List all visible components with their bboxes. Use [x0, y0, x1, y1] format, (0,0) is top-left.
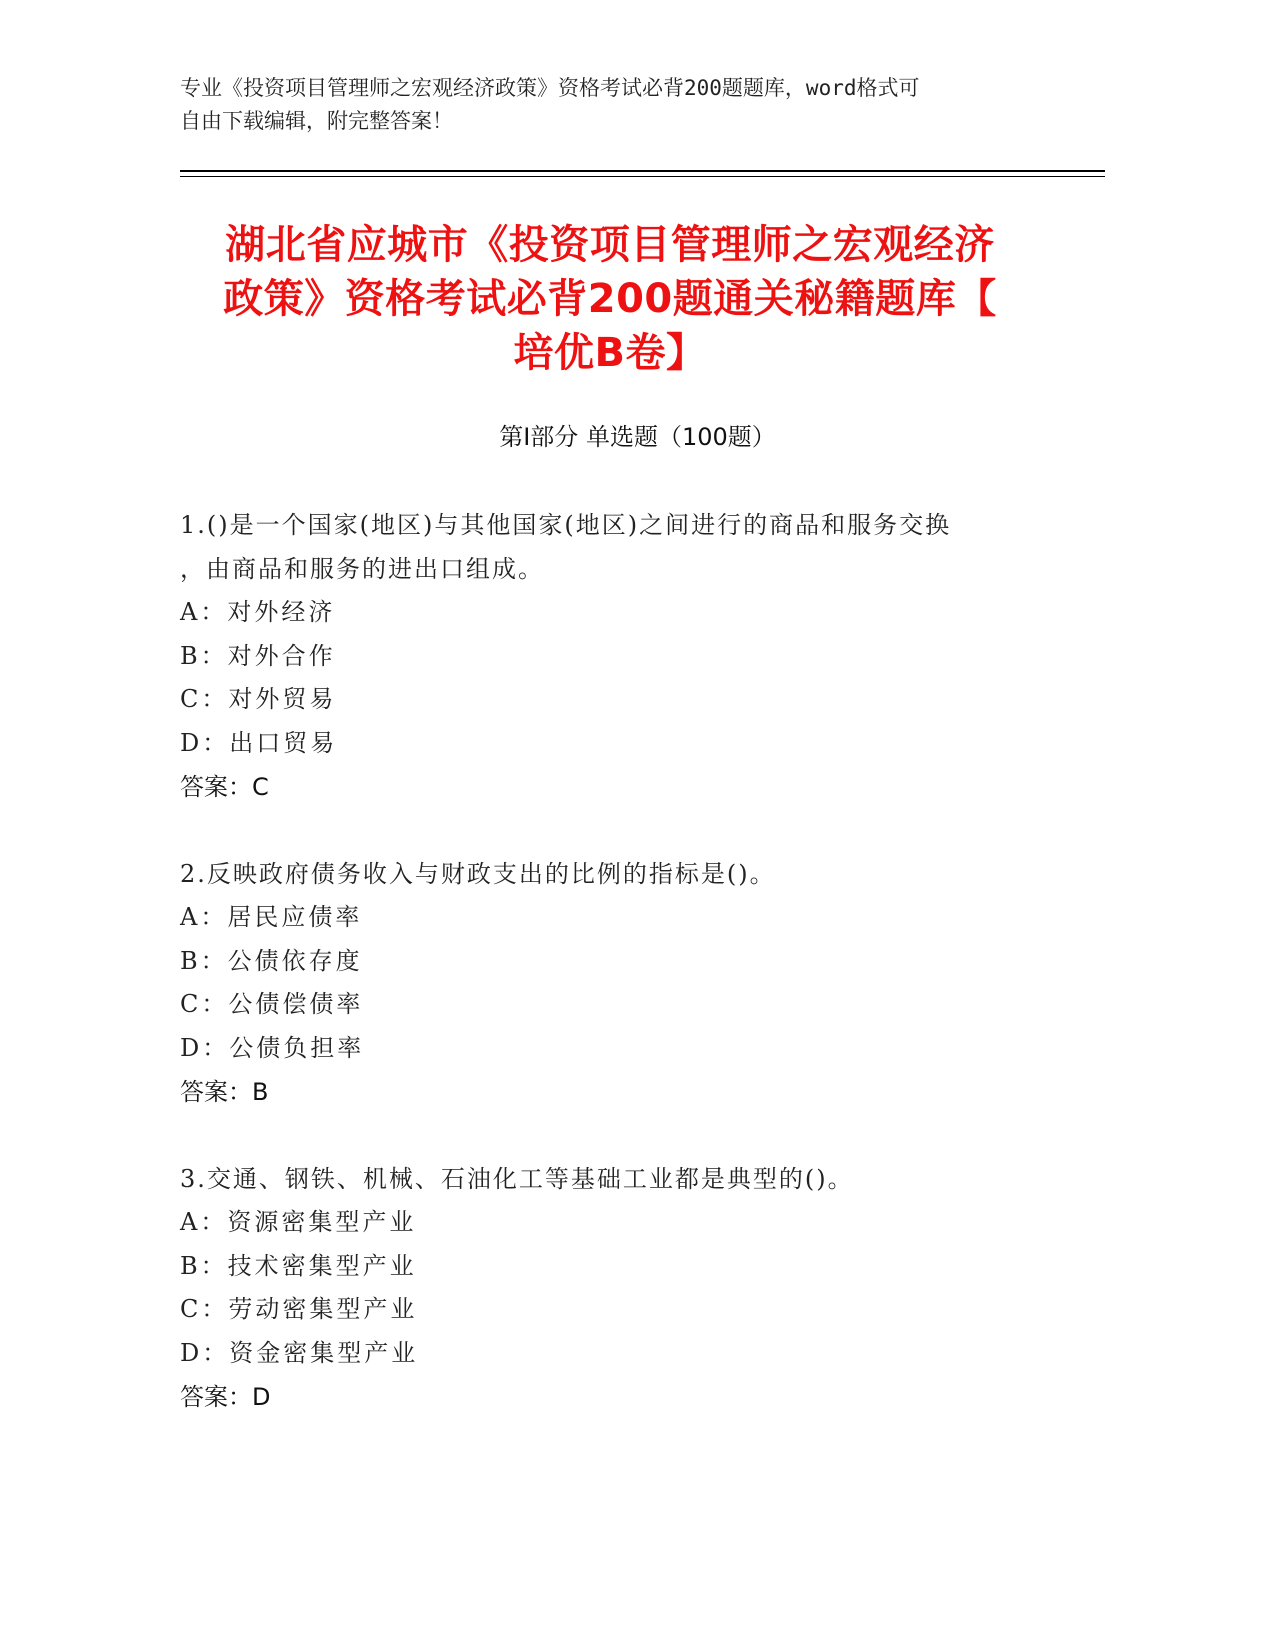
option-b: B：公债依存度 — [180, 946, 363, 975]
question-stem: 2.反映政府债务收入与财政支出的比例的指标是()。 — [180, 860, 776, 888]
title-line: 政策》资格考试必背200题通关秘籍题库【 — [223, 276, 997, 322]
header-note-line: 专业《投资项目管理师之宏观经济政策》资格考试必背200题题库，word格式可 — [180, 76, 920, 100]
option-b: B：对外合作 — [180, 641, 336, 670]
option-d: D：资金密集型产业 — [180, 1338, 419, 1367]
question-stem: 3.交通、钢铁、机械、石油化工等基础工业都是典型的()。 — [180, 1165, 854, 1193]
option-c: C：劳动密集型产业 — [180, 1295, 418, 1323]
option-c: C：公债偿债率 — [180, 990, 364, 1018]
answer: 答案：B — [180, 1078, 269, 1106]
option-b: B：技术密集型产业 — [180, 1251, 417, 1280]
option-c: C：对外贸易 — [180, 685, 337, 713]
option-d: D：公债负担率 — [180, 1033, 365, 1062]
document-title — [185, 218, 1035, 380]
title-line: 培优B卷】 — [513, 330, 707, 376]
question-2 — [180, 852, 1040, 1114]
header-note — [180, 72, 1040, 138]
option-d: D：出口贸易 — [180, 728, 338, 757]
header-divider-thick — [180, 170, 1105, 172]
header-note-line: 自由下载编辑，附完整答案！ — [180, 109, 453, 133]
section-title: 第Ⅰ部分 单选题（100题） — [499, 423, 776, 451]
question-stem: 1.()是一个国家(地区)与其他国家(地区)之间进行的商品和服务交换 — [180, 511, 952, 539]
question-1 — [180, 503, 1040, 809]
option-a: A：对外经济 — [180, 598, 336, 626]
question-stem: ，由商品和服务的进出口组成。 — [180, 555, 544, 583]
title-line: 湖北省应城市《投资项目管理师之宏观经济 — [225, 222, 995, 268]
question-3 — [180, 1157, 1040, 1419]
option-a: A：居民应债率 — [180, 903, 363, 931]
header-divider-thin — [180, 176, 1105, 177]
answer: 答案：C — [180, 773, 269, 801]
option-a: A：资源密集型产业 — [180, 1208, 417, 1236]
answer: 答案：D — [180, 1383, 271, 1411]
